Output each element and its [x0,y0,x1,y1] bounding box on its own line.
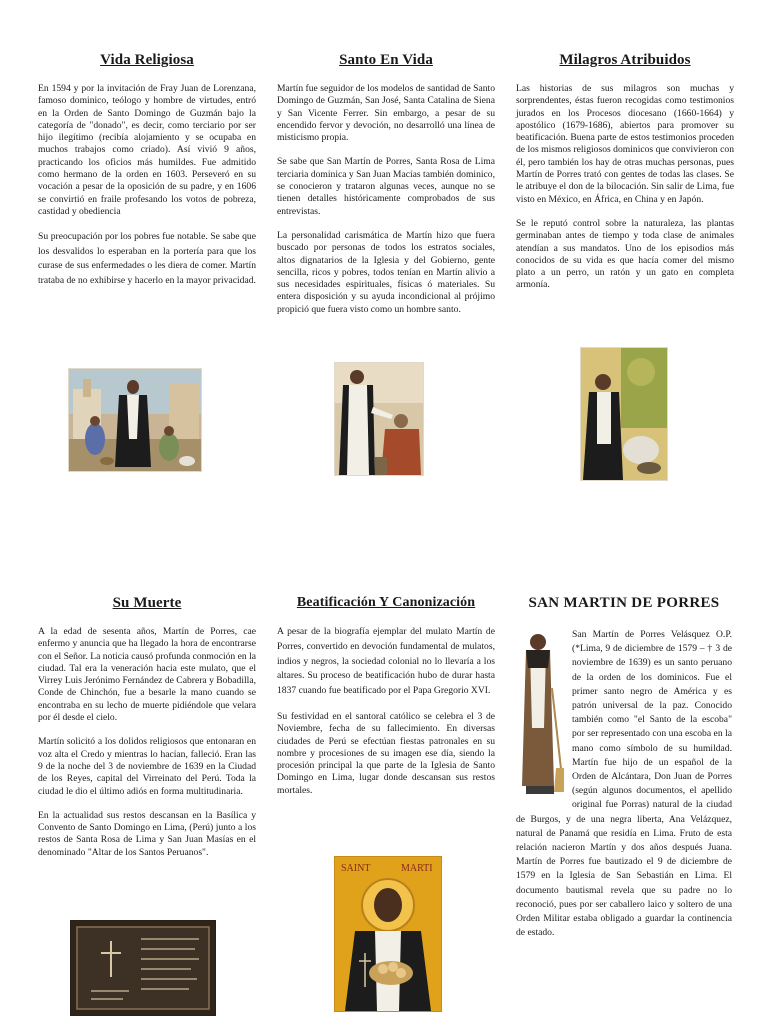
section-beatificacion [277,595,495,797]
section-milagros-atribuidos [516,52,734,292]
icon-text-left: SAINT [341,863,371,874]
image-saint-icon [334,856,442,1012]
section-santo-en-vida [277,52,495,316]
paragraph: Su preocupación por los pobres fue notable. Se sabe que los desvalidos lo esperaban en la portería para que los curase de sus enfermedades o les diera de comer. Martín trataba de no exhibirse y hacerlo en la mayor privacidad. [38,231,256,287]
paragraph: En la actualidad sus restos descansan en la Basílica y Convento de Santo Domingo en Lima, (Perú) junto a los restos de Santa Rosa de Lima y San Juan Masías en el denominado "Altar de los Santos Peruanos". [38,809,256,858]
section-title: Santo En Vida [339,52,433,68]
paragraph: San Martín de Porres Velásquez O.P. (*Lima, 9 de diciembre de 1579 – † 3 de noviembre de 1639) es un santo peruano de la orden de los dominicos. Fue el primer santo negro de América y es patrón universal de la paz. Conocido también como "el Santo de la escoba" por ser representado con una escoba en la mano como símbolo de su humildad. Martín fue hijo de un español de la Orden de Alcántara, Don Juan de Porres (según algunos documentos, el apellido original fue Porras) natural de la ciudad de Burgos, y de una negra liberta, Ana Velázquez, natural de Panamá que residía en Lima. Fruto de esta relación nacieron Martín y dos años después Juana. Martín de Porres fue bautizado el 9 de diciembre de 1579 en la Iglesia de San Sebastián en Lima. El documento bautismal revela que su padre no lo reconoció, pues por ser caballero laico y soltero de una Orden Militar estaba obligado a guardar la continencia de estado. [516,629,732,939]
paragraph: La personalidad carismática de Martín hizo que fuera buscado por personas de todos los estratos sociales, altos dignatarios de la Iglesia y del Gobierno, gente sencilla, ricos y pobres, todos tenían en Martín alivio a sus necesidades espirituales, físicas ó materiales. Su entera disposición y su ayuda incondicional al prójimo propició que fuera visto como un hombre santo. [277,229,495,315]
icon-text-right: MARTI [401,863,433,874]
paragraph: A la edad de sesenta años, Martín de Porres, cae enfermo y anuncia que ha llegado la hora de encontrarse con el Señor. La noticia causó profunda conmoción en la ciudad. Tal era la veneración hacia este mulato, que el Virrey Luis Jerónimo Fernández de Cabrera y Bobadilla, Conde de Chinchón, fue a besarle la mano cuando se encontraba en su lecho de muerte pidiéndole que velara por él desde el cielo. [38,626,256,724]
paragraph: Su festividad en el santoral católico se celebra el 3 de Noviembre, fecha de su fallecimiento. En diversas ciudades de Perú se efectúan fiestas patronales en su nombre y procesiones de su imagen ese día, siendo la procesión principal la que parte de la Iglesia de Santo Domingo en Lima, lugar donde descansan sus restos mortales. [277,710,495,796]
section-vida-religiosa [38,52,256,289]
paragraph: Martín fue seguidor de los modelos de santidad de Santo Domingo de Guzmán, San José, Santa Catalina de Siena y San Vicente Ferrer. Sin embargo, a pesar de su encendido fervor y devoción, no desarrolló una línea de misticismo propia. [277,83,495,144]
section-title: Su Muerte [112,595,182,611]
paragraph: En 1594 y por la invitación de Fray Juan de Lorenzana, famoso dominico, teólogo y hombre de virtudes, entró en la Orden de Santo Domingo de Guzmán bajo la categoría de "donado", es decir, como terciario por ser hijo ilegítimo (recibía alojamiento y se ocupaba en muchos trabajos como criado). Así vivió 9 años, practicando los oficios más humildes. Fue admitido como hermano de la orden en 1603. Perseveró en su vocación a pesar de la oposición de su padre, y en 1606 se convirtió en fraile profesando los votos de pobreza, castidad y obediencia [38,83,256,217]
paragraph: Martín solicitó a los dolidos religiosos que entonaran en voz alta el Credo y mientras lo hacían, falleció. Eran las 9 de la noche del 3 de noviembre de 1639 en la Ciudad de los Reyes, capital del Virreinato del Perú. Toda la ciudad le dio el último adiós en forma multitudinaria. [38,736,256,797]
section-title: Milagros Atribuidos [559,52,691,68]
section-title: SAN MARTIN DE PORRES [528,595,720,611]
section-title: Vida Religiosa [100,52,194,68]
paragraph: Se le reputó control sobre la naturaleza, las plantas germinaban antes de tiempo y toda clase de animales atendían a sus mandatos. Uno de los episodios más conocidos de su vida es que hacía comer del mismo plato a un perro, un ratón y un gato en completa armonía. [516,217,734,291]
section-title: Beatificación Y Canonización [296,595,476,610]
image-saint-with-poor [68,368,202,472]
paragraph: Se sabe que San Martín de Porres, Santa Rosa de Lima terciaria dominica y San Juan Macías también dominico, se conocieron y trataron algunas veces, aunque no se tienen detalles históricamente comprobados de sus entrevistas. [277,156,495,217]
image-saint-with-broom [516,628,564,798]
section-san-martin-de-porres [516,595,732,940]
image-saint-with-animals [580,347,668,481]
image-saint-healing [334,362,424,476]
paragraph: A pesar de la biografía ejemplar del mulato Martín de Porres, convertido en devoción fundamental de mulatos, indios y negros, la sociedad colonial no lo llevaría a los altares. Su proceso de beatificación hubo de durar hasta 1837 cuando fue beatificado por el Papa Gregorio XVI. [277,626,495,697]
image-tomb-plaque [70,920,216,1016]
paragraph: Las historias de sus milagros son muchas y sorprendentes, éstas fueron recogidas como testimonios jurados en los Procesos diocesano (1660-1664) y apostólico (1679-1686), abiertos para promover su beatificación. Buena parte de estos testimonios proceden de los mismos religiosos dominicos que convivieron con él, pero también los hay de otras muchas personas, pues Martín de Porres trató con gentes de todas las clases. Se le atribuye el don de la bilocación. Sin salir de Lima, fue visto en México, en África, en China y en Japón. [516,83,734,205]
section-su-muerte [38,595,256,859]
